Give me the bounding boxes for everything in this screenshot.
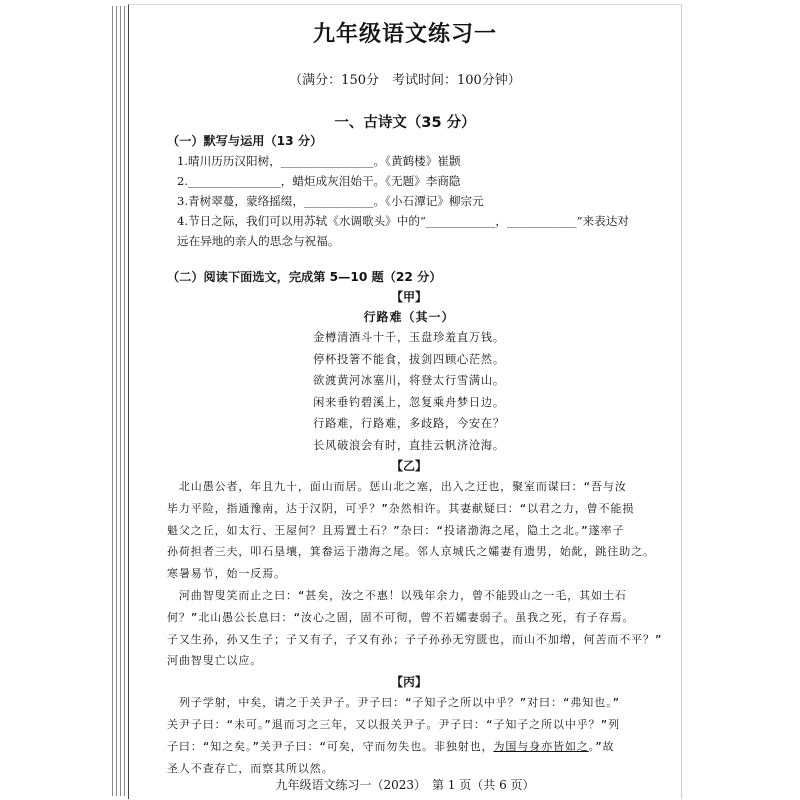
question-4-continued: 远在异地的亲人的思念与祝福。 <box>177 234 340 248</box>
section-title: 一、古诗文（35 分） <box>334 115 476 131</box>
passage-bing-line: 关尹子曰：“未可。”退而习之三年，又以报关尹子。尹子曰：“子知子之所以中乎？”列 <box>167 717 620 731</box>
poem-line: 金樽清酒斗十千，玉盘珍羞直万钱。 <box>313 331 505 344</box>
passage-yi-line: 北山愚公者，年且九十，面山而居。惩山北之塞，出入之迂也，聚室而谋曰：“吾与汝 <box>167 480 627 493</box>
passage-yi-line: 河曲智叟亡以应。 <box>167 654 263 668</box>
part2-heading: （二）阅读下面选文，完成第 5—10 题（22 分） <box>167 270 442 284</box>
question-4: 4.节日之际，我们可以用苏轼《水调歌头》中的“____________，____________”来表达对 <box>177 214 629 228</box>
exam-page <box>128 4 682 799</box>
passage-yi-line: 毕力平险，指通豫南，达于汉阴，可乎？”杂然相许。其妻献疑曰：“以君之力，曾不能损 <box>167 501 635 515</box>
passage-bing-text: 子曰：“知之矣。”关尹子曰：“可矣，守而勿失也。非独射也， <box>167 739 494 753</box>
label-jia: 【甲】 <box>390 290 427 304</box>
poem-line: 行路难，行路难，多歧路，今安在？ <box>313 417 505 430</box>
passage-bing-text: 。”故 <box>588 739 615 753</box>
poem-title: 行路难（其一） <box>363 310 455 324</box>
page-footer: 九年级语文练习一（2023） 第 1 页（共 6 页） <box>275 778 535 792</box>
passage-yi-line: 魁父之丘，如太行、王屋何？且焉置土石？”杂曰：“投诸渤海之尾，隐土之北。”遂率子 <box>167 523 625 537</box>
poem-line: 长风破浪会有时，直挂云帆济沧海。 <box>313 438 505 452</box>
passage-yi-line: 何？”北山愚公长息曰：“汝心之固，固不可彻，曾不若孀妻弱子。虽我之死，有子存焉。 <box>167 610 635 624</box>
part1-heading: （一）默写与运用（13 分） <box>167 134 323 148</box>
question-3: 3.青树翠蔓，蒙络摇缀，____________。《小石潭记》柳宗元 <box>177 194 484 208</box>
exam-subtitle: （满分：150分 考试时间：100分钟） <box>289 73 521 88</box>
passage-bing-line: 圣人不查存亡，而察其所以然。 <box>167 761 334 775</box>
passage-yi-line: 孙荷担者三夫，叩石垦壤，箕畚运于渤海之尾。邻人京城氏之孀妻有遗男，始龀，跳往助之。 <box>167 545 655 559</box>
passage-yi-line: 子又生孙，孙又生子；子又有子，子又有孙；子子孙孙无穷匮也，而山不加增，何苦而不平？” <box>167 632 663 646</box>
passage-yi-line: 寒暑易节，始一反焉。 <box>167 567 286 581</box>
underlined-sentence: 为国与身亦皆如之 <box>493 739 589 753</box>
passage-bing-line <box>167 736 651 758</box>
question-1: 1.晴川历历汉阳树，________________。《黄鹤楼》崔颢 <box>177 154 461 168</box>
poem-line: 欲渡黄河冰塞川，将登太行雪满山。 <box>313 374 505 387</box>
label-yi: 【乙】 <box>390 459 427 473</box>
label-bing: 【丙】 <box>390 675 427 690</box>
poem-line: 闲来垂钓碧溪上，忽复乘舟梦日边。 <box>313 395 505 409</box>
exam-body <box>167 131 663 779</box>
passage-yi-line: 河曲智叟笑而止之曰：“甚矣，汝之不惠！以残年余力，曾不能毁山之一毛，其如土石 <box>167 588 627 602</box>
question-2: 2.________________，蜡炬成灰泪始干。《无题》李商隐 <box>177 174 461 188</box>
exam-title: 九年级语文练习一 <box>312 22 497 47</box>
poem-line: 停杯投箸不能食，拔剑四顾心茫然。 <box>313 352 505 366</box>
passage-bing-line: 列子学射，中矣，请之于关尹子。尹子曰：“子知子之所以中乎？”对曰：“弗知也。” <box>167 696 620 710</box>
